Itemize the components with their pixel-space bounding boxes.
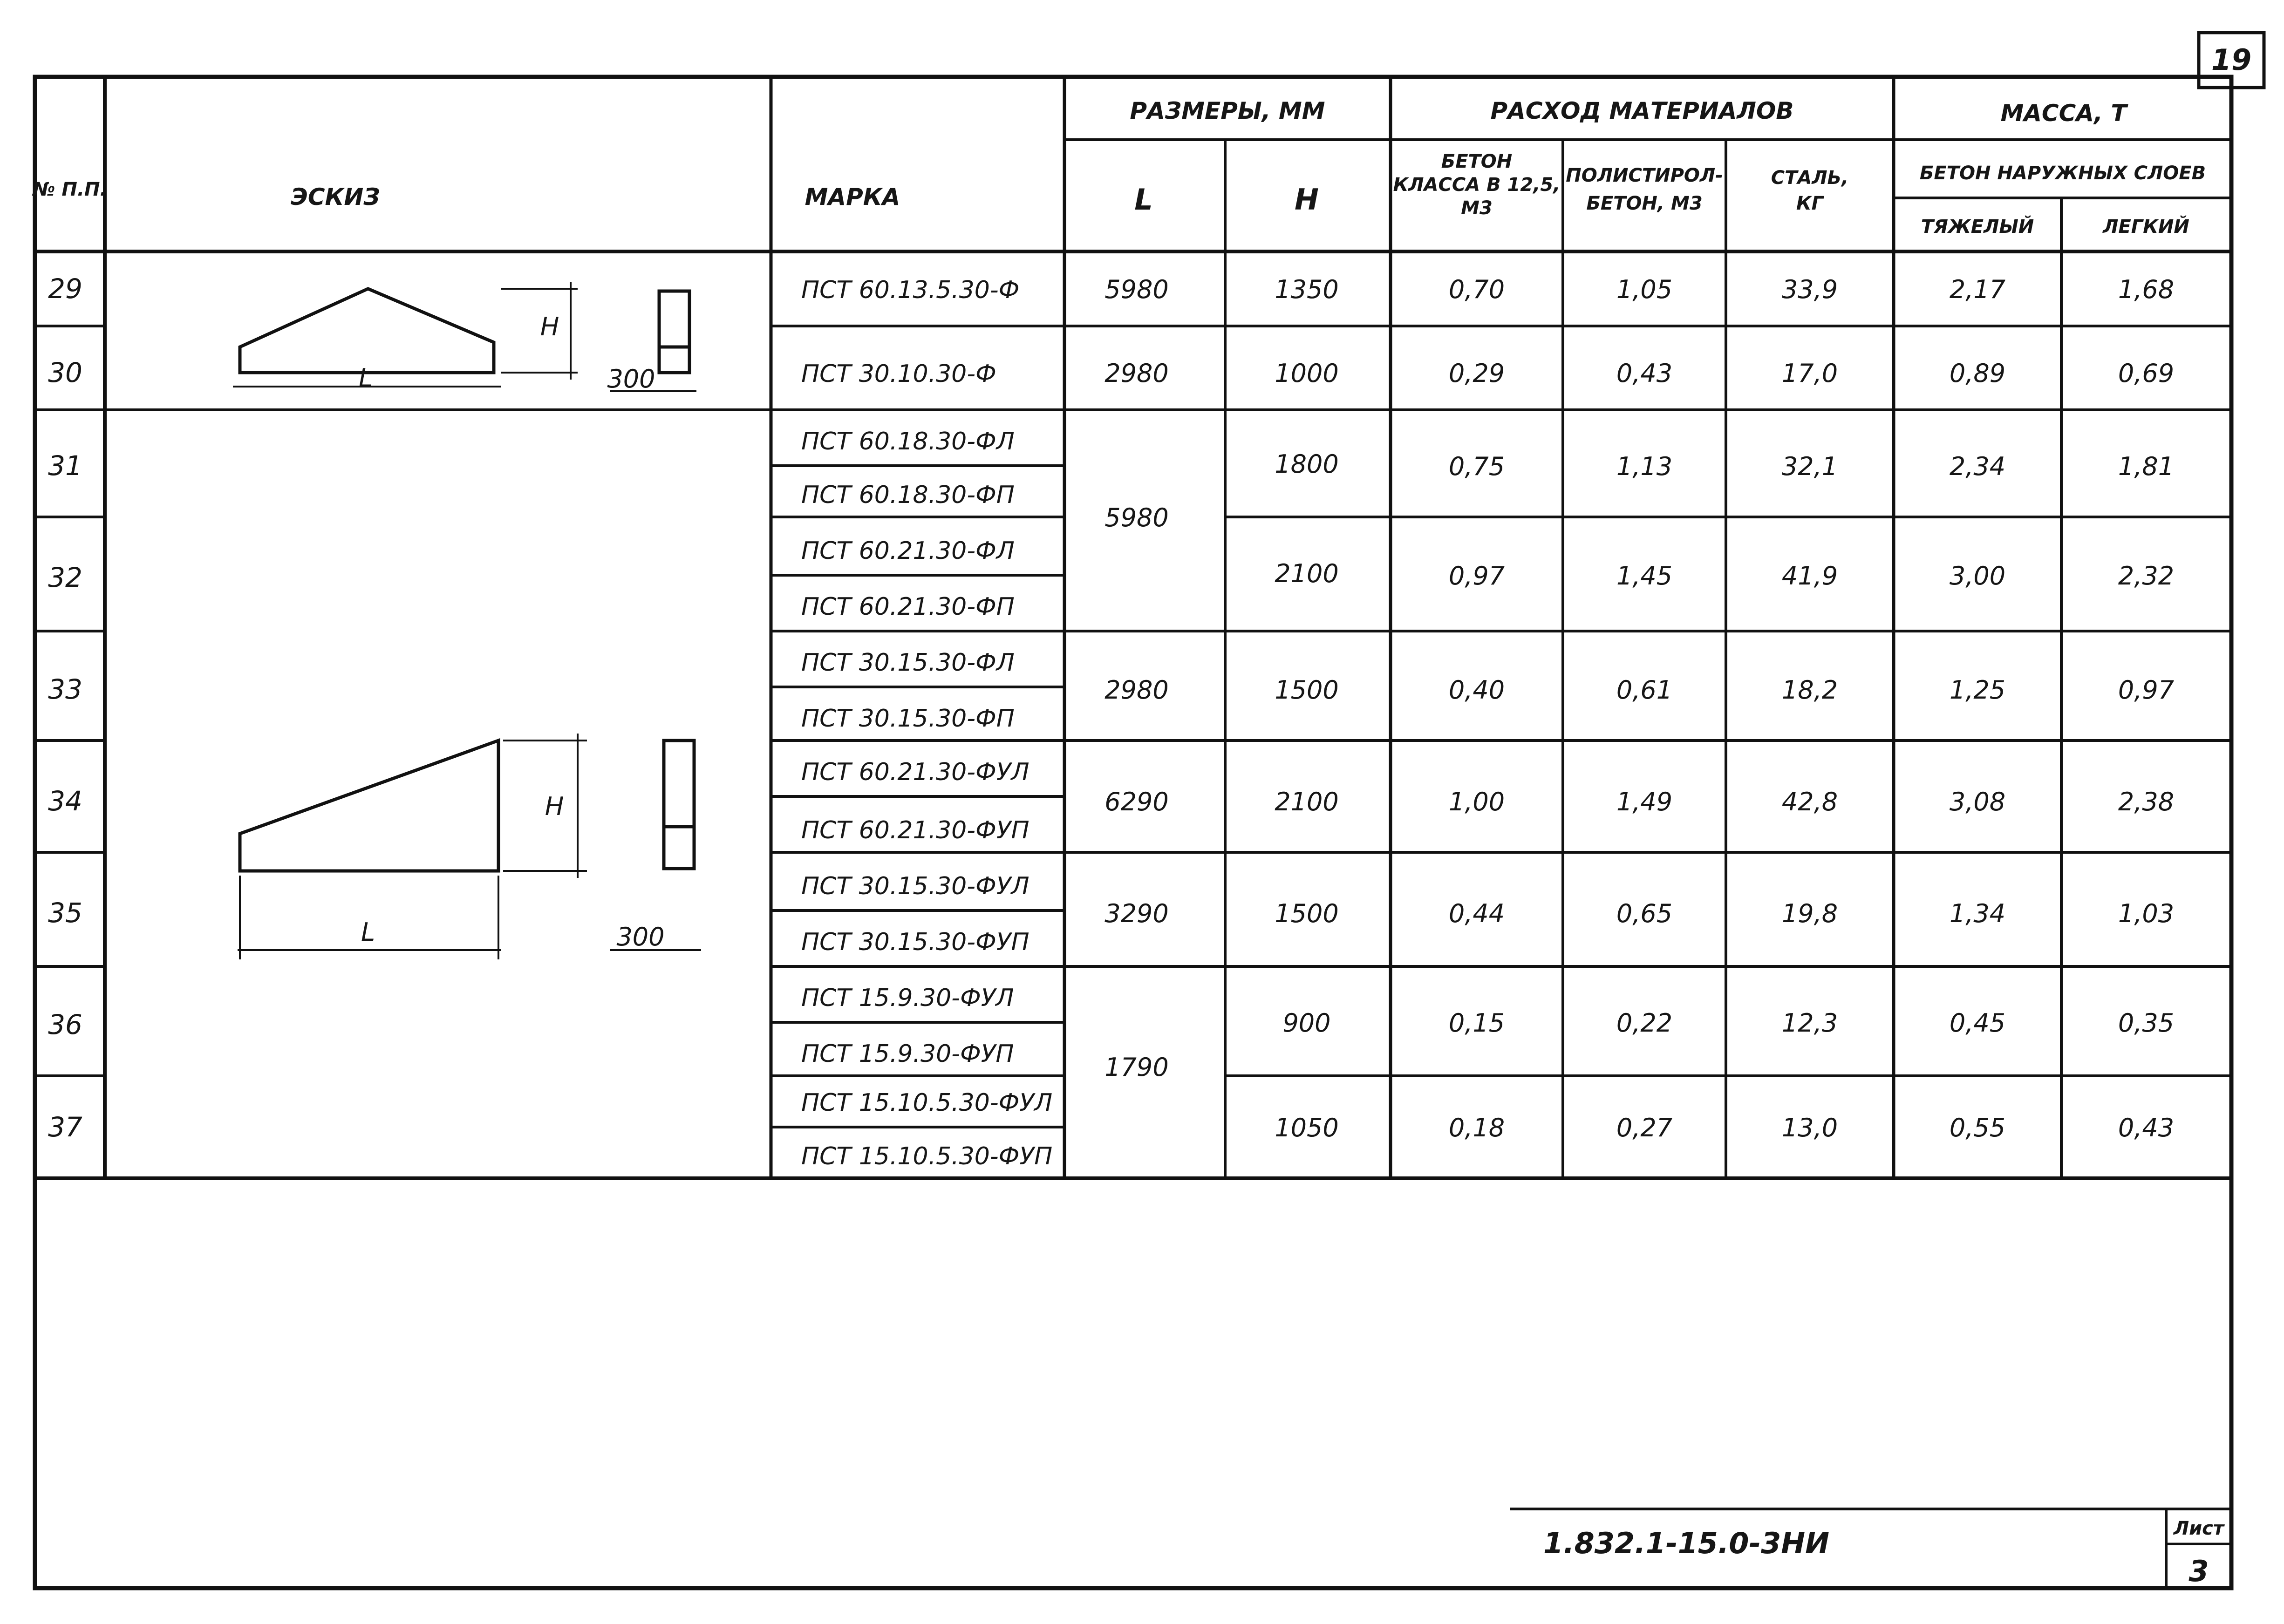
sketch1-l-label: L bbox=[358, 363, 373, 393]
height-cell: 2100 bbox=[1275, 787, 1339, 816]
light-column bbox=[2118, 275, 2174, 1142]
steel-cell: 42,8 bbox=[1781, 787, 1838, 816]
mark-cell: ПСТ 15.9.30-ФУЛ bbox=[801, 984, 1014, 1012]
header-steel-1: СТАЛЬ, bbox=[1771, 167, 1849, 189]
steel-cell: 19,8 bbox=[1781, 899, 1838, 928]
concrete-cell: 0,70 bbox=[1448, 275, 1505, 304]
length-cell: 5980 bbox=[1105, 503, 1169, 532]
heavy-cell: 1,34 bbox=[1949, 899, 2006, 928]
steel-cell: 32,1 bbox=[1781, 452, 1838, 481]
header-sketch: ЭСКИЗ bbox=[291, 183, 380, 211]
steel-cell: 41,9 bbox=[1781, 561, 1838, 591]
light-cell: 0,97 bbox=[2118, 675, 2175, 705]
concrete-cell: 0,29 bbox=[1448, 359, 1505, 388]
steel-cell: 17,0 bbox=[1781, 359, 1838, 388]
header-mark: МАРКА bbox=[805, 183, 900, 211]
row-number: 32 bbox=[48, 562, 82, 593]
header-mass: МАССА, Т bbox=[2000, 100, 2127, 127]
row-number: 35 bbox=[48, 897, 82, 929]
light-cell: 1,03 bbox=[2118, 899, 2175, 928]
mark-column bbox=[801, 276, 1052, 1170]
heavy-cell: 3,00 bbox=[1949, 561, 2006, 591]
header-size-l: L bbox=[1134, 183, 1153, 217]
light-cell: 1,81 bbox=[2118, 452, 2175, 481]
concrete-cell: 0,40 bbox=[1448, 675, 1505, 705]
height-cell: 1500 bbox=[1275, 675, 1339, 705]
concrete-column bbox=[1449, 275, 1505, 1142]
height-cell: 1800 bbox=[1275, 449, 1339, 479]
polystyrene-cell: 0,27 bbox=[1616, 1113, 1673, 1142]
light-cell: 2,38 bbox=[2118, 787, 2175, 816]
header-heavy: ТЯЖЕЛЫЙ bbox=[1921, 216, 2034, 238]
header-polystyrene-1: ПОЛИСТИРОЛ- bbox=[1566, 165, 1723, 186]
header-materials: РАСХОД МАТЕРИАЛОВ bbox=[1490, 97, 1794, 124]
polystyrene-cell: 0,61 bbox=[1616, 675, 1673, 705]
length-cell: 2980 bbox=[1105, 675, 1169, 705]
length-column bbox=[1105, 275, 1168, 1082]
sketch1-300-label: 300 bbox=[607, 364, 655, 394]
steel-cell: 13,0 bbox=[1781, 1113, 1838, 1142]
mark-cell: ПСТ 60.18.30-ФП bbox=[801, 481, 1015, 509]
page-number: 19 bbox=[2211, 43, 2252, 77]
heavy-cell: 3,08 bbox=[1949, 787, 2006, 816]
mark-cell: ПСТ 15.9.30-ФУП bbox=[801, 1040, 1014, 1068]
row-number: 36 bbox=[48, 1009, 82, 1040]
polystyrene-cell: 0,43 bbox=[1616, 359, 1673, 388]
mark-cell: ПСТ 30.15.30-ФУЛ bbox=[801, 872, 1030, 900]
heavy-column bbox=[1950, 275, 2005, 1142]
concrete-cell: 0,18 bbox=[1448, 1113, 1505, 1142]
header-number: № П.П. bbox=[33, 179, 107, 200]
sketch2-300-label: 300 bbox=[616, 922, 665, 951]
light-cell: 0,69 bbox=[2118, 359, 2175, 388]
row-number: 33 bbox=[48, 673, 82, 705]
document-code: 1.832.1-15.0-3НИ bbox=[1543, 1526, 1830, 1560]
concrete-cell: 0,97 bbox=[1448, 561, 1505, 591]
mark-cell: ПСТ 60.21.30-ФУЛ bbox=[801, 758, 1030, 786]
height-cell: 1350 bbox=[1275, 275, 1339, 304]
length-cell: 5980 bbox=[1105, 275, 1169, 304]
polystyrene-cell: 0,65 bbox=[1616, 899, 1673, 928]
mark-cell: ПСТ 60.13.5.30-Ф bbox=[801, 276, 1020, 304]
header-steel-2: КГ bbox=[1796, 193, 1824, 214]
polystyrene-column bbox=[1616, 275, 1672, 1142]
heavy-cell: 2,17 bbox=[1949, 275, 2006, 304]
header-concrete-1: БЕТОН bbox=[1441, 151, 1513, 172]
header-concrete-3: М3 bbox=[1461, 197, 1493, 219]
concrete-cell: 0,15 bbox=[1448, 1008, 1505, 1038]
mark-cell: ПСТ 60.21.30-ФП bbox=[801, 593, 1015, 621]
steel-column bbox=[1782, 275, 1838, 1142]
mark-cell: ПСТ 30.15.30-ФУП bbox=[801, 928, 1030, 956]
row-number: 29 bbox=[48, 273, 82, 305]
heavy-cell: 0,45 bbox=[1949, 1008, 2006, 1038]
row-number: 30 bbox=[48, 357, 82, 388]
height-cell: 900 bbox=[1282, 1008, 1331, 1038]
mark-cell: ПСТ 30.15.30-ФЛ bbox=[801, 649, 1015, 677]
concrete-cell: 0,75 bbox=[1448, 452, 1505, 481]
mark-cell: ПСТ 60.21.30-ФЛ bbox=[801, 537, 1015, 565]
header-concrete-2: КЛАССА В 12,5, bbox=[1393, 174, 1561, 196]
steel-cell: 33,9 bbox=[1781, 275, 1838, 304]
concrete-cell: 1,00 bbox=[1448, 787, 1505, 816]
length-cell: 1790 bbox=[1105, 1053, 1169, 1082]
heavy-cell: 1,25 bbox=[1949, 675, 2006, 705]
mark-cell: ПСТ 15.10.5.30-ФУЛ bbox=[801, 1089, 1053, 1117]
row-number: 34 bbox=[48, 785, 82, 817]
length-cell: 2980 bbox=[1105, 359, 1169, 388]
mark-cell: ПСТ 60.21.30-ФУП bbox=[801, 816, 1030, 844]
light-cell: 1,68 bbox=[2118, 275, 2175, 304]
mark-cell: ПСТ 60.18.30-ФЛ bbox=[801, 428, 1015, 455]
polystyrene-cell: 1,45 bbox=[1616, 561, 1673, 591]
light-cell: 0,43 bbox=[2118, 1113, 2175, 1142]
height-column bbox=[1275, 275, 1338, 1142]
mark-cell: ПСТ 15.10.5.30-ФУП bbox=[801, 1142, 1053, 1170]
heavy-cell: 0,89 bbox=[1949, 359, 2006, 388]
header-light: ЛЕГКИЙ bbox=[2103, 216, 2189, 238]
steel-cell: 12,3 bbox=[1781, 1008, 1838, 1038]
sheet-number: 3 bbox=[2189, 1554, 2209, 1588]
steel-cell: 18,2 bbox=[1781, 675, 1838, 705]
mark-cell: ПСТ 30.15.30-ФП bbox=[801, 705, 1015, 733]
concrete-cell: 0,44 bbox=[1448, 899, 1505, 928]
polystyrene-cell: 1,49 bbox=[1616, 787, 1673, 816]
header-outer-layers: БЕТОН НАРУЖНЫХ СЛОЕВ bbox=[1919, 163, 2206, 184]
sketch1-h-label: H bbox=[540, 312, 559, 341]
header-sizes: РАЗМЕРЫ, ММ bbox=[1130, 97, 1325, 124]
light-cell: 0,35 bbox=[2118, 1008, 2175, 1038]
light-cell: 2,32 bbox=[2118, 561, 2175, 591]
height-cell: 1500 bbox=[1275, 899, 1339, 928]
polystyrene-cell: 0,22 bbox=[1616, 1008, 1673, 1038]
height-cell: 2100 bbox=[1275, 559, 1339, 588]
heavy-cell: 2,34 bbox=[1949, 452, 2006, 481]
sheet-label: Лист bbox=[2173, 1518, 2224, 1539]
sketch2-l-label: L bbox=[361, 917, 375, 947]
header-size-h: H bbox=[1295, 183, 1319, 217]
row-number: 31 bbox=[48, 450, 82, 482]
row-number: 37 bbox=[48, 1111, 82, 1143]
length-cell: 3290 bbox=[1105, 899, 1169, 928]
polystyrene-cell: 1,05 bbox=[1616, 275, 1673, 304]
sketch2-h-label: H bbox=[545, 792, 564, 821]
mark-cell: ПСТ 30.10.30-Ф bbox=[801, 360, 996, 388]
heavy-cell: 0,55 bbox=[1949, 1113, 2006, 1142]
polystyrene-cell: 1,13 bbox=[1616, 452, 1673, 481]
header-polystyrene-2: БЕТОН, М3 bbox=[1586, 193, 1703, 214]
height-cell: 1000 bbox=[1275, 359, 1339, 388]
height-cell: 1050 bbox=[1275, 1113, 1339, 1142]
length-cell: 6290 bbox=[1105, 787, 1169, 816]
